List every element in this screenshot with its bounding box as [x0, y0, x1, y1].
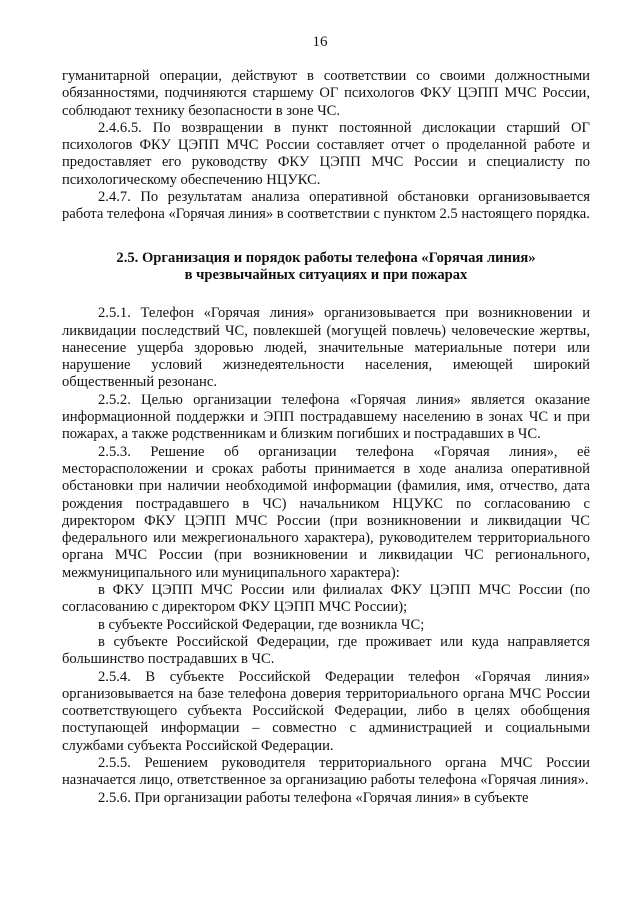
paragraph-2-5-3: 2.5.3. Решение об организации телефона «Горячая линия», её месторасположении и сроках работы принимается в ходе анализа оперативной обстановки при наличии необходимой информации (фамилия, имя, отчество, дата рождения пострадавшего в ЧС) начальником НЦУКС по согласованию с директором ФКУ ЦЭПП МЧС России (при возникновении и ликвидации ЧС федерального или межрегионального характера), руководителем территориального органа МЧС России (при возникновении и ликвидации ЧС регионального, межмуниципального или муниципального характера):: [62, 443, 590, 581]
section-heading: [62, 250, 590, 285]
list-item-subject-occurred: в субъекте Российской Федерации, где возникла ЧС;: [98, 616, 425, 633]
paragraph-2-5-1: 2.5.1. Телефон «Горячая линия» организовывается при возникновении и ликвидации последствий ЧС, повлекшей (могущей повлечь) человеческие жертвы, нанесение ущерба здоровью людей, значительные материальные потери или нарушение условий жизнедеятельности населения, имеющей широкий общественный резонанс.: [62, 305, 590, 391]
paragraph-continuation: гуманитарной операции, действуют в соответствии со своими должностными обязанностями, подчиняются старшему ОГ психологов ФКУ ЦЭПП МЧС России, соблюдают технику безопасности в зоне ЧС.: [62, 68, 590, 119]
list-item-fku-tsepp: в ФКУ ЦЭПП МЧС России или филиалах ФКУ ЦЭПП МЧС России (по согласованию с директором ФКУ ЦЭПП МЧС России);: [62, 582, 590, 616]
paragraph-2-4-7: 2.4.7. По результатам анализа оперативной обстановки организовывается работа телефона «Горячая линия» в соответствии с пунктом 2.5 настоящего порядка.: [62, 189, 590, 223]
section-heading-line-2: в чрезвычайных ситуациях и при пожарах: [184, 266, 468, 283]
paragraph-2-5-4: 2.5.4. В субъекте Российской Федерации телефон «Горячая линия» организовывается на базе телефона доверия территориального органа МЧС России соответствующего субъекта Российской Федерации, либо в целях обобщения поступающей информации – совместно с администрацией и социальными службами субъекта Российской Федерации.: [62, 668, 590, 754]
section-heading-line-1: 2.5. Организация и порядок работы телефона «Горячая линия»: [116, 249, 536, 266]
list-item-subject-residence: в субъекте Российской Федерации, где проживает или куда направляется большинство пострадавших в ЧС.: [62, 633, 590, 668]
page-number: 16: [312, 34, 328, 50]
paragraph-2-4-6-5: 2.4.6.5. По возвращении в пункт постоянной дислокации старший ОГ психологов ФКУ ЦЭПП МЧС России составляет отчет о проделанной работе и предоставляет его руководству ФКУ ЦЭПП МЧС России и специалисту по психологическому обеспечению НЦУКС.: [62, 119, 590, 188]
document-body: [62, 68, 590, 807]
paragraph-2-5-2: 2.5.2. Целью организации телефона «Горячая линия» является оказание информационной поддержки и ЭПП пострадавшему населению в зонах ЧС и при пожарах, а также родственникам и близким погибших и пострадавших в ЧС.: [62, 391, 590, 443]
paragraph-2-5-5: 2.5.5. Решением руководителя территориального органа МЧС России назначается лицо, ответственное за организацию работы телефона «Горячая линия».: [62, 754, 590, 789]
paragraph-2-5-6: 2.5.6. При организации работы телефона «Горячая линия» в субъекте: [98, 789, 529, 806]
